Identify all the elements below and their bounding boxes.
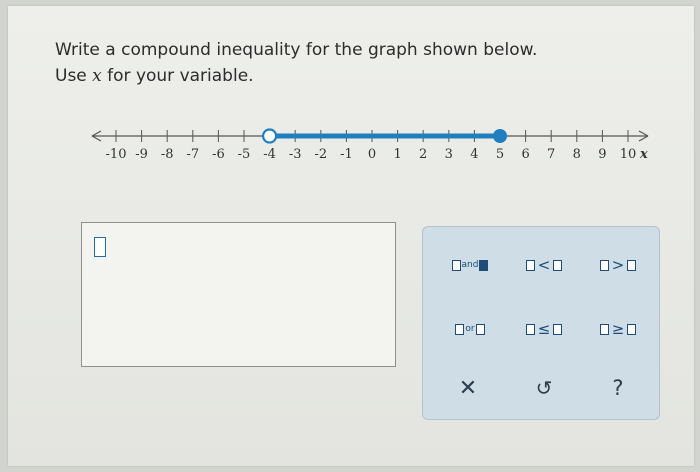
answer-input[interactable] (81, 222, 396, 367)
tick-label: 2 (419, 147, 428, 162)
tick-label: 9 (598, 147, 607, 162)
tick-label: -2 (314, 147, 328, 162)
math-keypad (422, 226, 660, 420)
or-button[interactable] (439, 317, 501, 341)
or-label: or (465, 323, 475, 334)
greater-than-symbol: > (611, 256, 625, 274)
tick-label: 8 (572, 147, 581, 162)
tick-label: -4 (263, 147, 276, 162)
question-panel (8, 6, 694, 466)
operand-box-icon (553, 324, 562, 335)
tick-label: -8 (160, 147, 174, 162)
operand-box-icon (455, 324, 464, 335)
operand-box-icon (452, 260, 461, 271)
tick-label: 4 (470, 147, 479, 162)
answer-placeholder-box[interactable] (94, 237, 106, 257)
prompt-line-2 (55, 63, 537, 89)
operand-box-icon (526, 324, 535, 335)
operand-box-icon (600, 324, 609, 335)
less-than-symbol: < (537, 256, 551, 274)
greater-than-button[interactable] (587, 253, 649, 277)
greater-equal-button[interactable] (587, 317, 649, 341)
operand-box-icon (627, 260, 636, 271)
clear-icon[interactable]: ✕ (458, 375, 478, 401)
prompt-line-2-end: for your variable. (101, 66, 254, 86)
operand-box-filled-icon (479, 260, 488, 271)
prompt-variable: x (92, 66, 102, 86)
tick-label: -7 (186, 147, 200, 162)
prompt-line-1: Write a compound inequality for the graph shown below. (55, 40, 538, 60)
tick-label: -6 (212, 147, 225, 162)
closed-endpoint-icon (493, 129, 507, 143)
tick-label: -9 (135, 147, 148, 162)
prompt-line-2-start: Use (55, 66, 93, 86)
tick-label: 0 (367, 147, 377, 162)
tick-label: -3 (288, 147, 302, 162)
tick-label: 5 (495, 147, 505, 162)
and-button[interactable] (439, 253, 501, 277)
tick-label: -1 (340, 147, 353, 162)
tick-label: -5 (237, 147, 251, 162)
operand-box-icon (476, 324, 485, 335)
greater-equal-symbol: ≥ (611, 320, 625, 338)
tick-label: -10 (105, 147, 127, 162)
operand-box-icon (627, 324, 636, 335)
operand-box-icon (526, 260, 535, 271)
number-line-graph (78, 110, 678, 174)
tick-label: 3 (444, 147, 453, 162)
less-equal-symbol: ≤ (537, 320, 551, 338)
operand-box-icon (553, 260, 562, 271)
and-label: and (461, 259, 479, 270)
question-prompt (55, 37, 537, 89)
less-than-button[interactable] (513, 253, 575, 277)
tick-label: 1 (393, 147, 402, 162)
operand-box-icon (600, 260, 609, 271)
help-icon[interactable]: ? (612, 376, 624, 400)
tick-label: 10 (619, 147, 637, 162)
tick-label: 6 (521, 147, 530, 162)
axis-variable-label: x (640, 147, 648, 162)
tick-label: 7 (547, 147, 556, 162)
open-endpoint-icon (263, 130, 276, 143)
less-equal-button[interactable] (513, 317, 575, 341)
undo-icon[interactable]: ↺ (535, 376, 553, 400)
